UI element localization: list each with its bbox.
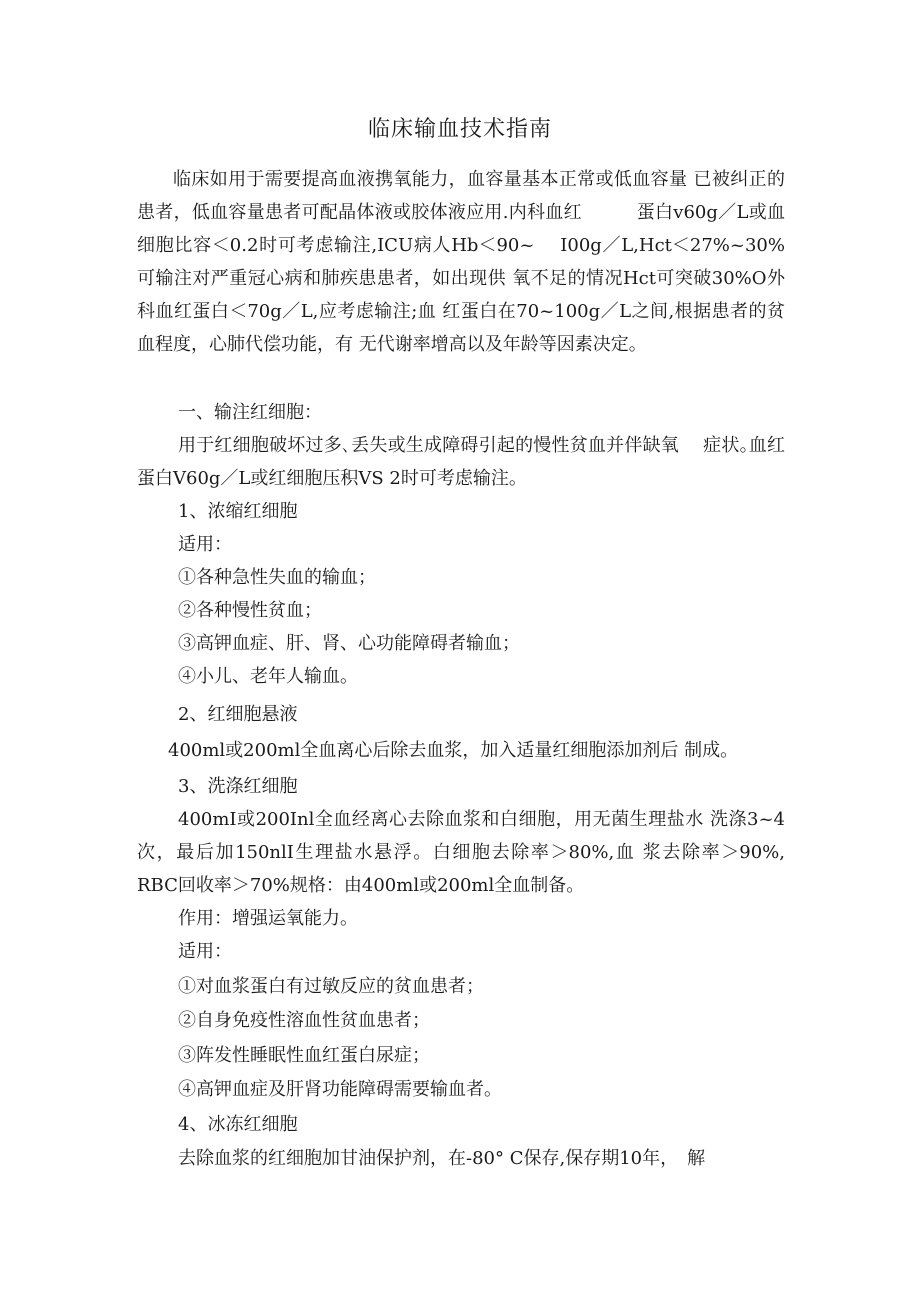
intro-paragraph: 临床如用于需要提高血液携氧能力，血容量基本正常或低血容量 已被纠正的患者，低血容量患者可配晶体液或胶体液应用.内科血红 蛋白v60g／L或血细胞比容＜0.2时可考虑输注,ICU病人Hb＜90~ I00g／L,Hct＜27%~30%可输注对严重冠心病和肺疾患患者，如出现供 氧不足的情况Hct可突破30%O外科血红蛋白＜70g／L,应考虑输注;血 红蛋白在70~100g／L之间,根据患者的贫血程度，心肺代偿功能，有 无代谢率增高以及年龄等因素决定。: [137, 169, 785, 355]
item3-effect: 作用：增强运氧能力。: [178, 908, 358, 929]
item2-paragraph: 400ml或200ml全血离心后除去血浆，加入适量红细胞添加剂后 制成。: [168, 740, 739, 761]
item2-heading: 2、红细胞悬液: [178, 704, 298, 725]
item4-paragraph: 去除血浆的红细胞加甘油保护剂，在-80° C保存,保存期10年， 解: [178, 1148, 706, 1169]
item3-list-item: ③阵发性睡眠性血红蛋白尿症；: [178, 1045, 430, 1066]
item1-heading: 1、浓缩红细胞: [178, 501, 298, 522]
item1-apply-label: 适用：: [178, 534, 232, 555]
section1-heading: 一、输注红细胞：: [178, 402, 322, 423]
item3-list-item: ①对血浆蛋白有过敏反应的贫血患者；: [178, 976, 484, 997]
item3-paragraph: 400mI或200Inl全血经离心去除血浆和白细胞，用无菌生理盐水 洗涤3~4次，最后加150nlI生理盐水悬浮。白细胞去除率＞80%,血 浆去除率＞90%, RBC回收率＞70%规格：由400ml或200ml全血制备。: [137, 809, 785, 896]
item3-heading: 3、洗涤红细胞: [178, 776, 298, 797]
item3-apply-label: 适用：: [178, 941, 232, 962]
item3-list-item: ②自身免疫性溶血性贫血患者；: [178, 1010, 430, 1031]
document-title: 临床输血技术指南: [367, 117, 552, 142]
item4-heading: 4、冰冻红细胞: [178, 1114, 298, 1135]
item1-list-item: ①各种急性失血的输血；: [178, 567, 376, 588]
item1-list-item: ②各种慢性贫血；: [178, 600, 322, 621]
item3-list-item: ④高钾血症及肝肾功能障碍需要输血者。: [178, 1079, 502, 1100]
item1-list-item: ④小儿、老年人输血。: [178, 666, 358, 687]
section1-paragraph: 用于红细胞破坏过多､丢失或生成障碍引起的慢性贫血并伴缺氧 症状｡血红蛋白V60g／L或红细胞压积VS 2时可考虑输注。: [137, 435, 785, 489]
item1-list-item: ③高钾血症、肝、肾、心功能障碍者输血；: [178, 633, 520, 654]
